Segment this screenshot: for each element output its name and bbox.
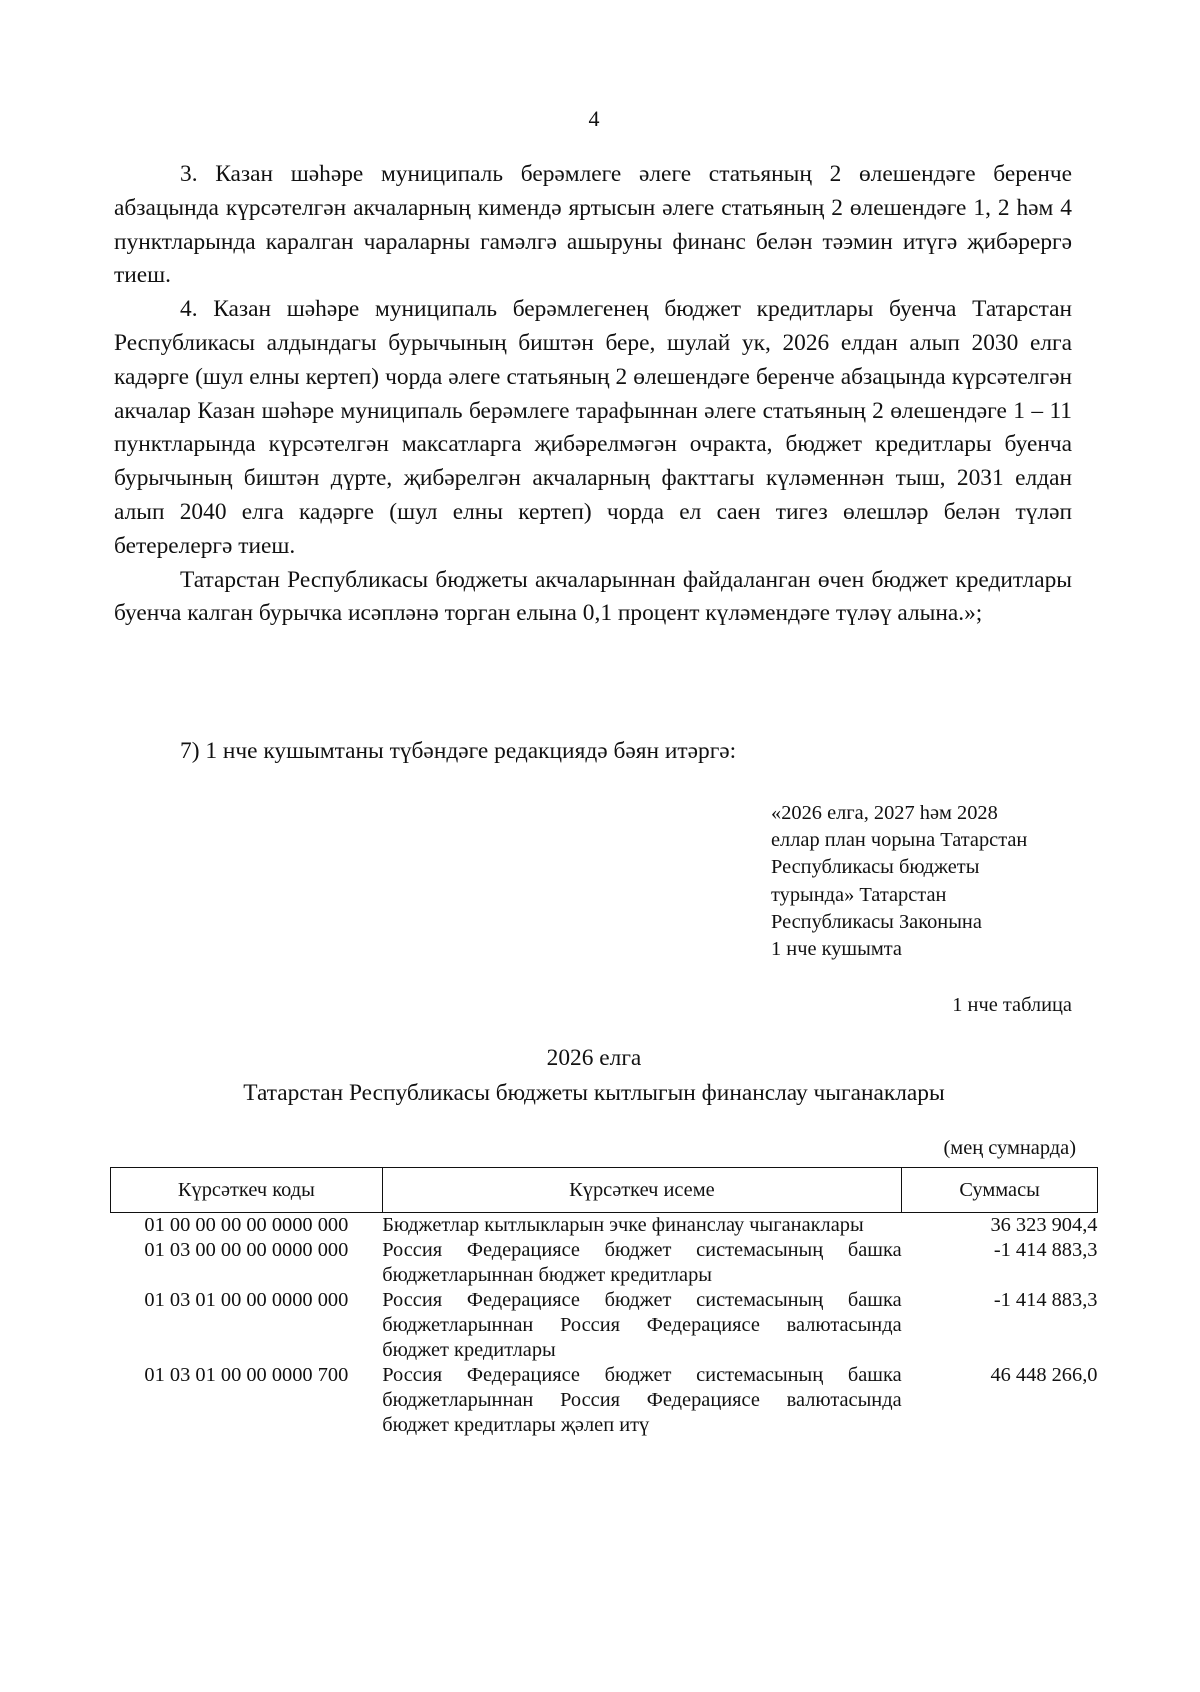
table-header-row <box>111 1168 1098 1213</box>
appendix-note <box>771 800 1091 963</box>
financing-sources-table <box>110 1167 1098 1438</box>
table-title: Татарстан Республикасы бюджеты кытлыгын финанслау чыганаклары <box>243 1080 945 1106</box>
row-name: Бюджетлар кытлыкларын эчке финанслау чыганаклары <box>382 1214 864 1236</box>
header-code: Күрсәткеч коды <box>111 1168 383 1213</box>
appendix-note-line: турында» Татарстан <box>771 883 947 906</box>
row-name: Россия Федерациясе бюджет системасының башка бюджетларыннан бюджет кредитлары <box>382 1239 902 1286</box>
paragraph-3: 3. Казан шәһәре муниципаль берәмлеге әлеге статьяның 2 өлешендәге беренче абзацында күрсәтелгән акчаларның кимендә яртысын әлеге статьяның 2 өлешендәге 1, 2 һәм 4 пунктларында каралган чараларны гамәлгә ашыруны финанс белән тәэмин итүгә җибәрергә тиеш. <box>114 161 1072 289</box>
header-sum: Суммасы <box>902 1168 1098 1213</box>
item-7-text: 7) 1 нче кушымтаны түбәндәге редакциядә бәян итәргә: <box>180 738 737 764</box>
row-sum: 46 448 266,0 <box>990 1364 1098 1386</box>
row-code: 01 03 01 00 00 0000 000 <box>144 1289 349 1311</box>
table-number: 1 нче таблица <box>952 994 1072 1016</box>
appendix-note-line: Республикасы бюджеты <box>771 856 980 879</box>
appendix-note-line: Республикасы Законына <box>771 910 982 933</box>
row-sum: -1 414 883,3 <box>993 1289 1098 1311</box>
table-row <box>111 1288 1098 1363</box>
appendix-note-line: 1 нче кушымта <box>771 938 902 961</box>
year-title: 2026 елга <box>546 1045 642 1071</box>
row-sum: -1 414 883,3 <box>993 1239 1098 1261</box>
row-code: 01 03 01 00 00 0000 700 <box>144 1364 349 1386</box>
row-name: Россия Федерациясе бюджет системасының башка бюджетларыннан Россия Федерациясе валютасында бюджет кредитлары <box>382 1289 902 1361</box>
table-row <box>111 1363 1098 1438</box>
row-name: Россия Федерациясе бюджет системасының башка бюджетларыннан Россия Федерациясе валютасында бюджет кредитлары җәлеп итү <box>382 1364 902 1436</box>
row-code: 01 00 00 00 00 0000 000 <box>144 1214 349 1236</box>
page-number: 4 <box>588 106 600 131</box>
appendix-note-line: «2026 елга, 2027 һәм 2028 <box>771 802 998 824</box>
body-text <box>114 158 1072 631</box>
row-sum: 36 323 904,4 <box>990 1214 1098 1236</box>
paragraph-4: 4. Казан шәһәре муниципаль берәмлегенең бюджет кредитлары буенча Татарстан Республикасы алдындагы бурычының биштән бере, шулай ук, 2026 елдан алып 2030 елга кадәрге (шул елны кертеп) чорда әлеге статьяның 2 өлешендәге беренче абзацында күрсәтелгән акчалар Казан шәһәре муниципаль берәмлеге тарафыннан әлеге статьяның 2 өлешендәге 1 – 11 пунктларында күрсәтелгән максатларга җибәрелмәгән очракта, бюджет кредитлары буенча бурычының биштән дүрте, җибәрелгән акчаларның факттагы күләменнән тыш, 2031 елдан алып 2040 елга кадәрге (шул елны кертеп) чорда ел саен тигез өлешләр белән түләп бетерелергә тиеш. <box>114 296 1072 559</box>
row-code: 01 03 00 00 00 0000 000 <box>144 1239 349 1261</box>
header-name: Күрсәткеч исеме <box>382 1168 901 1213</box>
appendix-note-line: еллар план чорына Татарстан <box>771 829 1028 852</box>
table-row <box>111 1238 1098 1288</box>
paragraph-payment: Татарстан Республикасы бюджеты акчаларыннан файдаланган өчен бюджет кредитлары буенча калган бурычка исәпләнә торган елына 0,1 процент күләмендәге түләү алына.»; <box>114 566 1072 627</box>
units-note: (мең сумнарда) <box>943 1137 1076 1159</box>
table-row <box>111 1213 1098 1239</box>
